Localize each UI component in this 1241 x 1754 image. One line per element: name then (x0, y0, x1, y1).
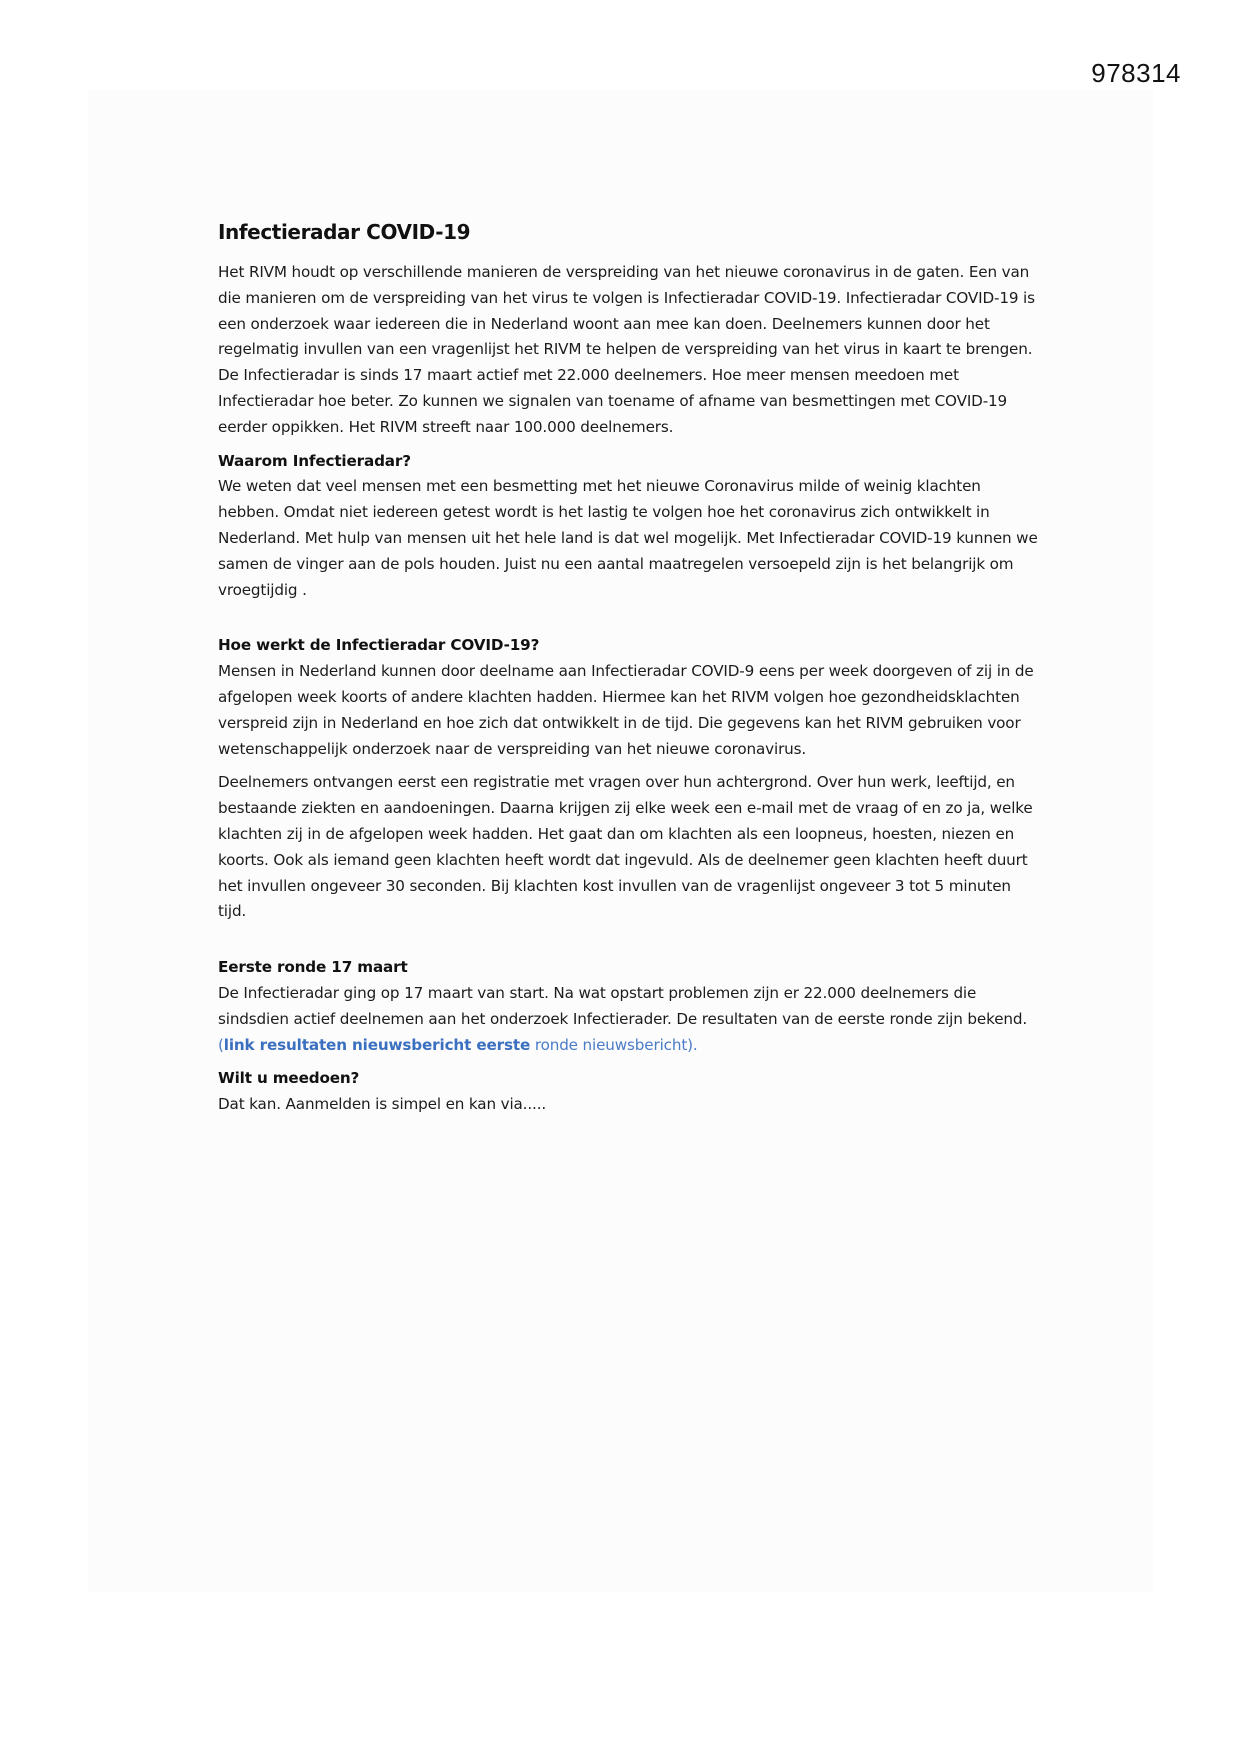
section-heading-eerste-ronde: Eerste ronde 17 maart (218, 958, 408, 977)
section-body-eerste-ronde (218, 981, 1038, 1058)
document-title: Infectieradar COVID-19 (218, 220, 471, 244)
section-hoe-werkt (218, 633, 1038, 762)
document-body (218, 218, 1038, 1126)
results-news-link-suffix[interactable]: ronde nieuwsbericht). (530, 1035, 698, 1054)
section-meedoen (218, 1066, 1038, 1118)
link-paren-open: ( (218, 1035, 224, 1054)
results-news-link[interactable]: link resultaten nieuwsbericht eerste (223, 1035, 531, 1054)
intro-paragraph: Het RIVM houdt op verschillende manieren de verspreiding van het nieuwe coronavirus in de gaten. Een van die manieren om de verspreiding van het virus te volgen is Infectieradar COVID-19. Infectieradar COVID-19 is een onderzoek waar iedereen die in Nederland woont aan mee kan doen. Deelnemers kunnen door het regelmatig invullen van een vragenlijst het RIVM te helpen de verspreiding van het virus in kaart te brengen. De Infectieradar is sinds 17 maart actief met 22.000 deelnemers. Hoe meer mensen meedoen met Infectieradar hoe beter. Zo kunnen we signalen van toename of afname van besmettingen met COVID-19 eerder oppikken. Het RIVM streeft naar 100.000 deelnemers. (218, 263, 1035, 436)
section-heading-waarom: Waarom Infectieradar? (218, 451, 411, 470)
section-heading-hoe-werkt: Hoe werkt de Infectieradar COVID-19? (218, 636, 540, 655)
section-body-deelnemers: Deelnemers ontvangen eerst een registratie met vragen over hun achtergrond. Over hun werk, leeftijd, en bestaande ziekten en aandoeningen. Daarna krijgen zij elke week een e-mail met de vraag of en zo ja, welke klachten zij in de afgelopen week hadden. Het gaat dan om klachten als een loopneus, hoesten, niezen en koorts. Ook als iemand geen klachten heeft wordt dat ingevuld. Als de deelnemer geen klachten heeft duurt het invullen ongeveer 30 seconden. Bij klachten kost invullen van de vragenlijst ongeveer 3 tot 5 minuten tijd. (218, 773, 1033, 921)
eerste-ronde-text: De Infectieradar ging op 17 maart van start. Na wat opstart problemen zijn er 22.000 deelnemers die sindsdien actief deelnemen aan het onderzoek Infectierader. De resultaten van de eerste ronde zijn bekend. (218, 983, 1028, 1028)
section-waarom (218, 449, 1038, 604)
section-eerste-ronde (218, 955, 1038, 1058)
document-id: 978314 (1091, 58, 1181, 88)
section-deelnemers (218, 770, 1038, 925)
section-heading-meedoen: Wilt u meedoen? (218, 1069, 360, 1088)
section-body-waarom: We weten dat veel mensen met een besmetting met het nieuwe Coronavirus milde of weinig klachten hebben. Omdat niet iedereen getest wordt is het lastig te volgen hoe het coronavirus zich ontwikkelt in Nederland. Met hulp van mensen uit het hele land is dat wel mogelijk. Met Infectieradar COVID-19 kunnen we samen de vinger aan de pols houden. Juist nu een aantal maatregelen versoepeld zijn is het belangrijk om vroegtijdig . (218, 477, 1038, 599)
section-body-meedoen: Dat kan. Aanmelden is simpel en kan via..... (218, 1095, 547, 1114)
section-body-hoe-werkt: Mensen in Nederland kunnen door deelname aan Infectieradar COVID-9 eens per week doorgeven of zij in de afgelopen week koorts of andere klachten hadden. Hiermee kan het RIVM volgen hoe gezondheidsklachten verspreid zijn in Nederland en hoe zich dat ontwikkelt in de tijd. Die gegevens kan het RIVM gebruiken voor wetenschappelijk onderzoek naar de verspreiding van het nieuwe coronavirus. (218, 662, 1034, 758)
